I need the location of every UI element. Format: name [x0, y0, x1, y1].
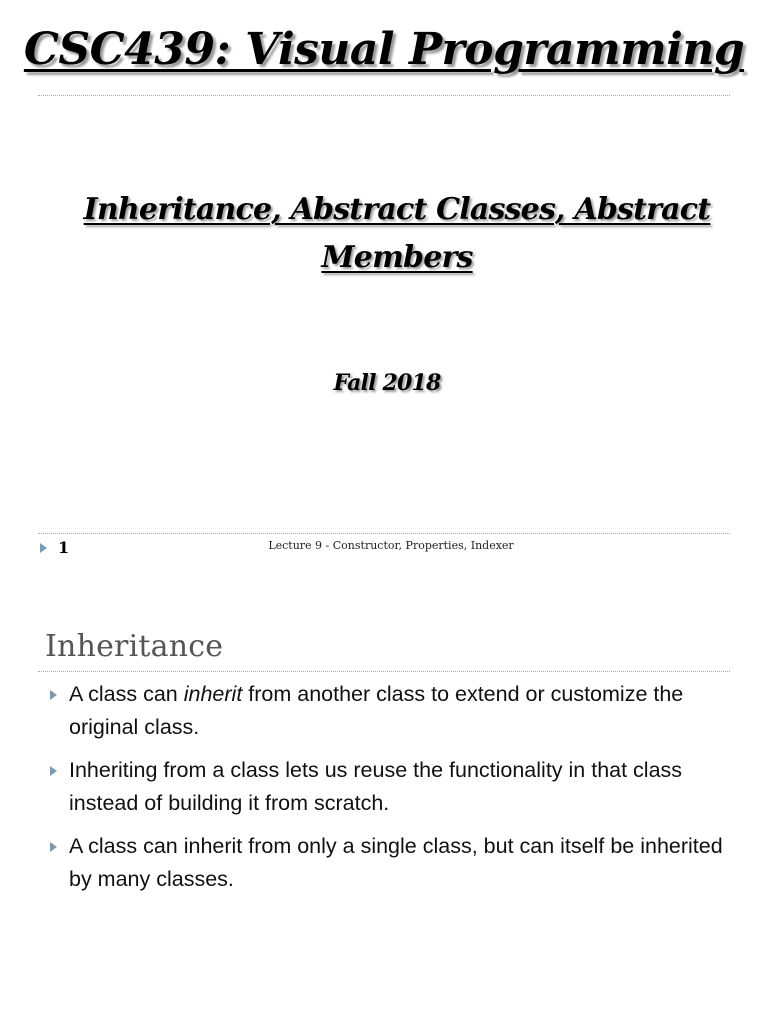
- triangle-bullet-icon: [50, 690, 57, 700]
- bullet-item: [48, 754, 728, 820]
- bullet-text-end: from another class to extend or customize the original class.: [69, 682, 684, 739]
- page-number: 1: [58, 538, 70, 557]
- bullet-list: [48, 678, 728, 906]
- footer-divider: [38, 533, 730, 534]
- triangle-bullet-icon: [50, 766, 57, 776]
- course-title: CSC439: Visual Programming: [23, 24, 745, 75]
- term-label: Fall 2018: [333, 370, 441, 396]
- triangle-bullet-icon: [40, 543, 47, 553]
- content-slide: [0, 572, 768, 1024]
- slide-title: Inheritance: [45, 629, 224, 664]
- bullet-text: A class can inherit from only a single class, but can itself be inherited by many classes.: [69, 834, 723, 891]
- bullet-item: [48, 678, 728, 744]
- footer-text: Lecture 9 - Constructor, Properties, Indexer: [268, 539, 514, 552]
- bullet-emphasis: inherit: [183, 682, 243, 706]
- title-divider: [38, 95, 730, 96]
- bullet-text-start: A class can: [69, 682, 184, 706]
- bullet-text: Inheriting from a class lets us reuse the functionality in that class instead of building it from scratch.: [69, 758, 683, 815]
- lecture-subtitle: Inheritance, Abstract Classes, Abstract Members: [83, 192, 711, 275]
- bullet-item: [48, 830, 728, 896]
- triangle-bullet-icon: [50, 842, 57, 852]
- title-divider: [38, 671, 730, 672]
